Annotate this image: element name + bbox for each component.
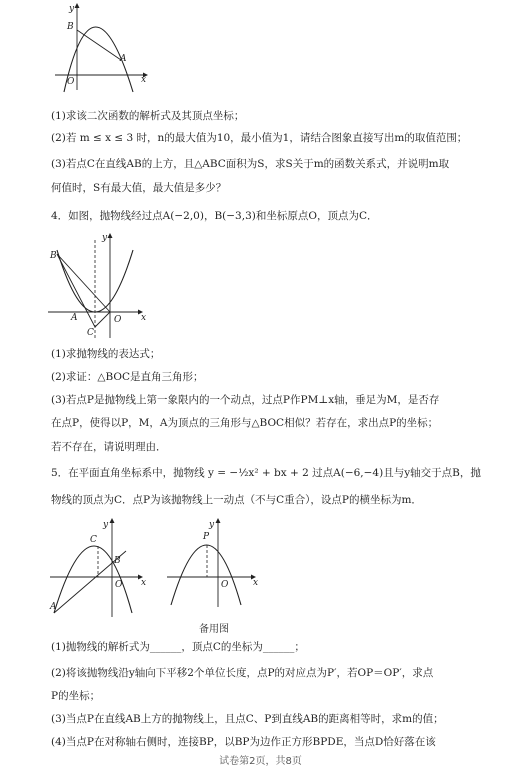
point-b-label: B [67, 22, 74, 32]
q4-part3-line3: 若不存在，请说明理由． [51, 441, 167, 453]
q5-part1: (1)抛物线的解析式为______，顶点C的坐标为______； [51, 641, 305, 653]
y-label: y [209, 520, 215, 530]
q3-part1: (1)求该二次函数的解析式及其顶点坐标； [51, 110, 245, 122]
origin-label: O [67, 77, 75, 87]
figure-parabola-3 [50, 515, 155, 620]
q5-part2-line1: (2)将该抛物线沿y轴向下平移2个单位长度，点P的对应点为P′，若OP＝OP′，求点 [51, 667, 434, 679]
x-label: x [141, 313, 147, 323]
q4-part2: (2)求证：△BOC是直角三角形； [51, 371, 204, 383]
vertex-c-label: C [90, 535, 97, 545]
y-axis-arrow [216, 518, 221, 523]
backup-figure-caption: 备用图 [199, 624, 229, 635]
y-label: y [103, 520, 109, 530]
origin-label: O [115, 580, 123, 590]
point-b-label: B [50, 251, 57, 261]
point-b-label: B [114, 556, 121, 566]
line-co [95, 312, 110, 327]
figure-parabola-backup [167, 515, 267, 610]
parabola-curve [171, 545, 241, 605]
q4-part1: (1)求抛物线的表达式； [51, 348, 161, 360]
q4-part3-line2: 在点P，使得以P，M，A为顶点的三角形与△BOC相似？若存在，求出点P的坐标； [51, 417, 439, 429]
x-label: x [141, 75, 147, 85]
y-axis-arrow [108, 233, 113, 238]
q5-part3: (3)当点P在直线AB上方的抛物线上，且点C、P到直线AB的距离相等时，求m的值； [51, 713, 444, 725]
y-label: y [102, 233, 108, 243]
x-label: x [141, 578, 147, 588]
q5-part2-line2: P的坐标； [51, 690, 101, 702]
y-axis-arrow [110, 518, 115, 523]
q4-stem: 4．如图，抛物线经过点A(−2,0)，B(−3,3)和坐标原点O，顶点为C． [51, 210, 378, 222]
point-a-label: A [120, 54, 127, 64]
q3-part3-line2: 何值时，S有最大值，最大值是多少？ [51, 182, 227, 194]
figure-parabola-2 [48, 230, 153, 342]
vertex-c-label: C [87, 328, 94, 338]
point-a-label: A [71, 313, 78, 323]
q4-part3-line1: (3)若点P是抛物线上第一象限内的一个动点，过点P作PM⊥x轴，垂足为M，是否存 [51, 394, 440, 406]
origin-label: O [114, 315, 122, 325]
page-footer: 试卷第2页，共8页 [219, 756, 302, 767]
q5-stem-line1: 5．在平面直角坐标系中，抛物线 y = −½x² + bx + 2 过点A(−6,−4)且与y轴交于点B，抛 [51, 467, 481, 479]
figure-parabola-1 [55, 2, 155, 92]
q3-part3-line1: (3)若点C在直线AB的上方，且△ABC面积为S，求S关于m的函数关系式，并说明m取 [51, 158, 450, 170]
point-a-label: A [50, 602, 57, 612]
origin-label: O [221, 580, 229, 590]
x-label: x [253, 578, 259, 588]
point-p-label: P [203, 532, 210, 542]
y-label: y [69, 4, 75, 14]
y-axis-arrow [75, 3, 80, 8]
q5-part4: (4)当点P在对称轴右侧时，连接BP，以BP为边作正方形BPDE，当点D恰好落在该 [51, 736, 436, 748]
q5-stem-line2: 物线的顶点为C．点P为该抛物线上一动点（不与C重合），设点P的横坐标为m． [51, 494, 422, 506]
line-bo [57, 254, 110, 312]
q3-part2: (2)若 m ≤ x ≤ 3 时，n的最大值为10，最小值为1，请结合图象直接写出m的取值范围； [51, 132, 468, 144]
